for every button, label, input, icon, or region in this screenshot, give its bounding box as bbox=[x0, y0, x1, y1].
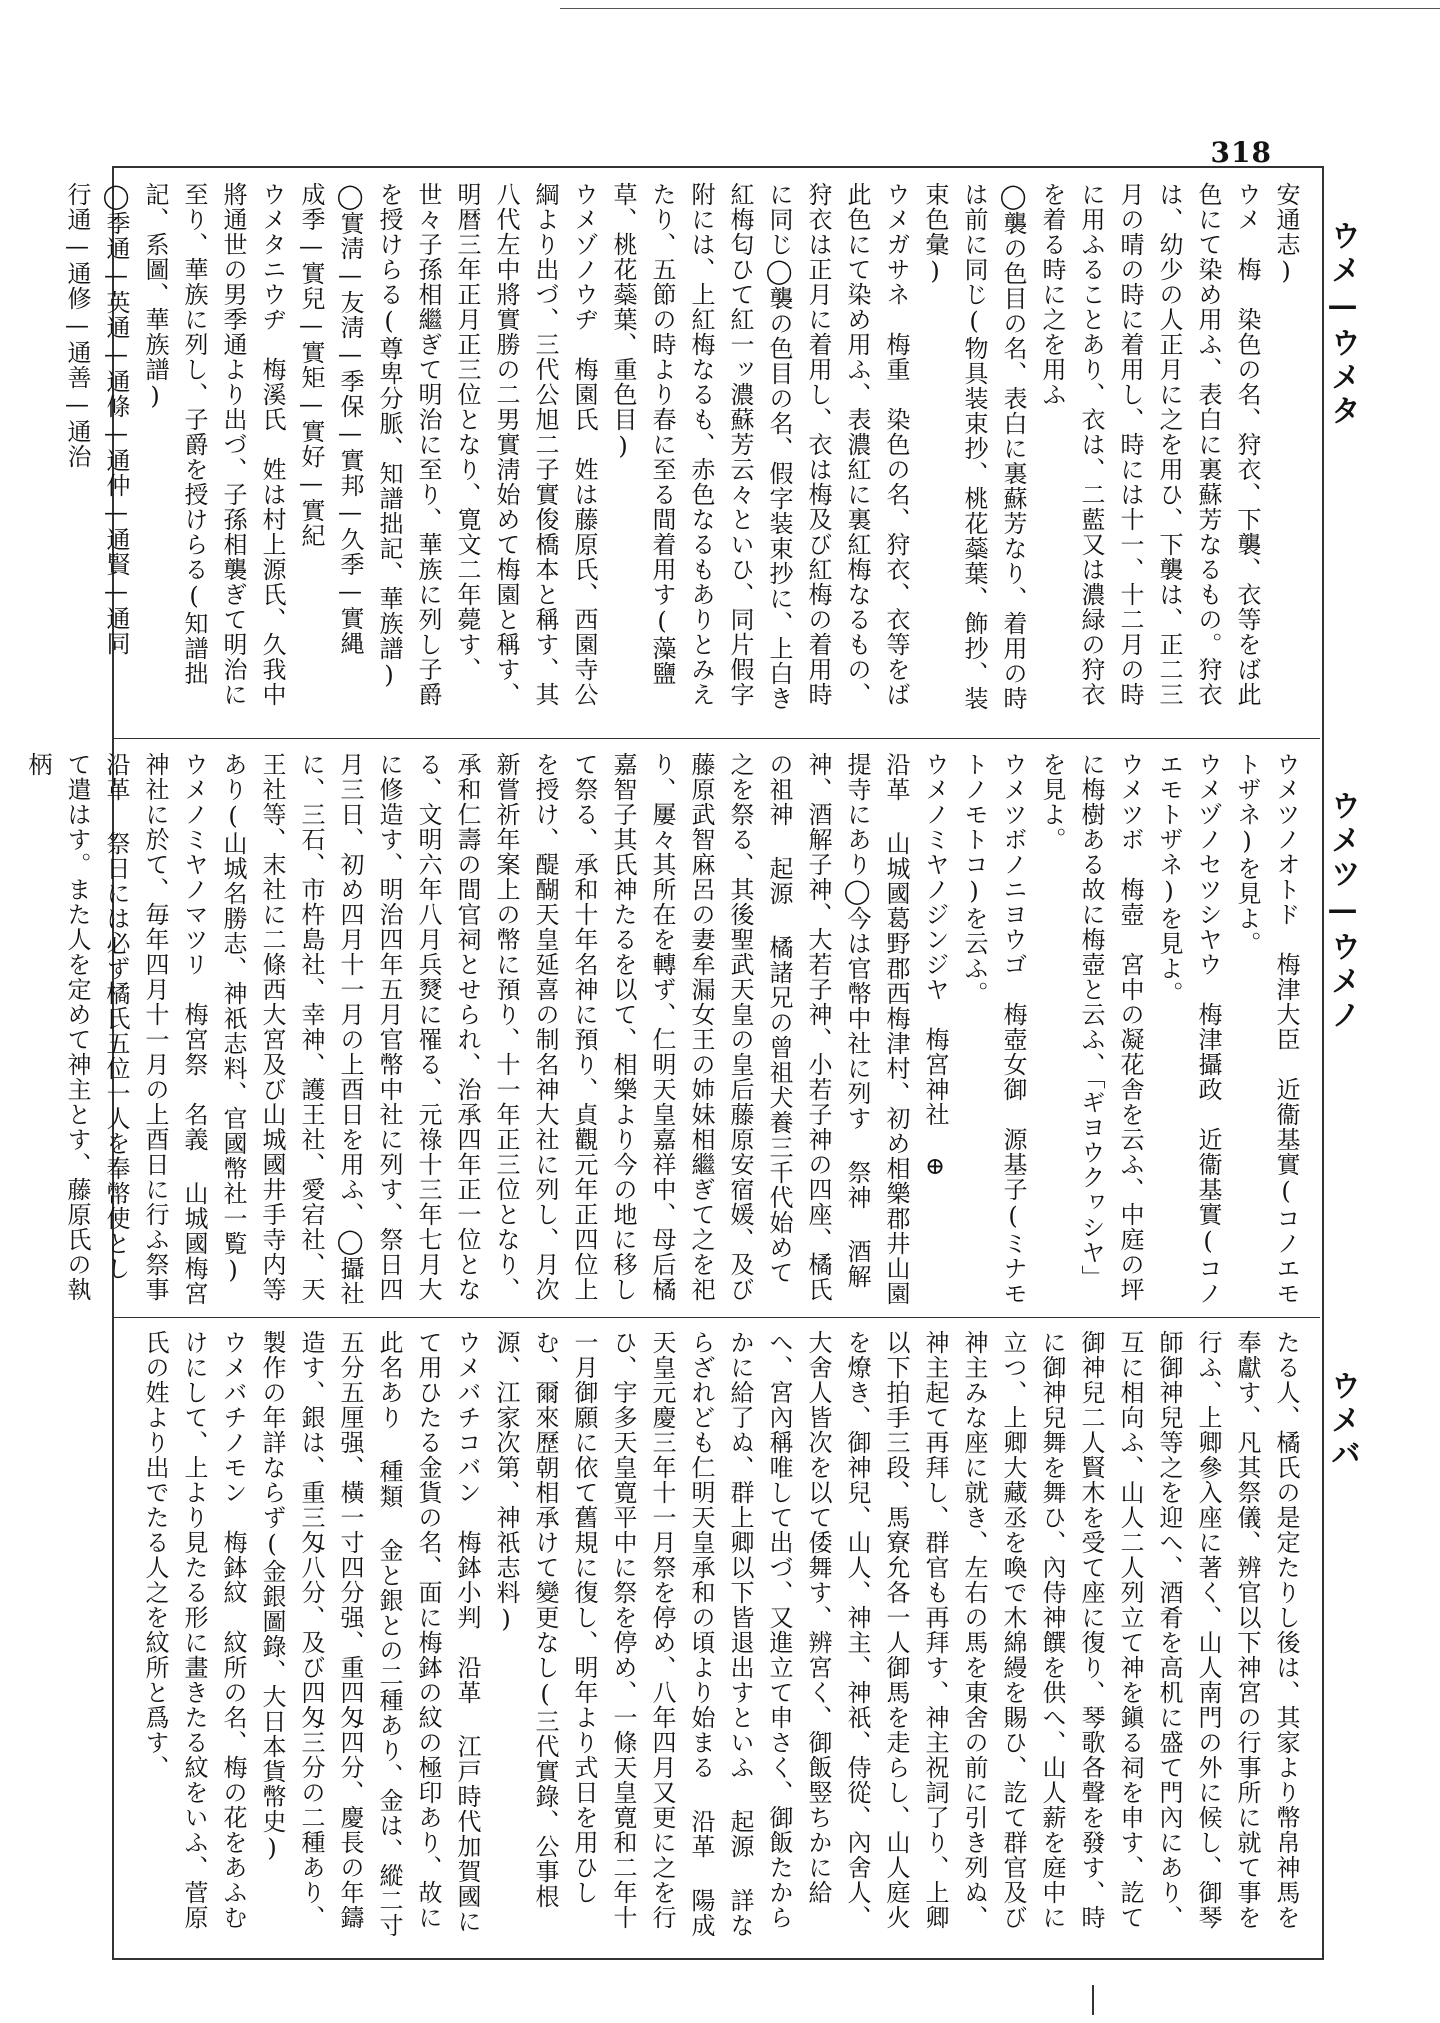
entry-top-0: 安通志) bbox=[1272, 182, 1300, 286]
entry-umenomiya-matsuri: ウメノミヤノマツリ 梅宮祭 名義 山城國梅宮神社に於て、毎年四月十一月の上酉日に行ふ祭事 沿革 祭日には必ず橘氏五位一人を奉幣使とし て遣はす。また人を定めて神主とす、藤原氏の執柄 bbox=[24, 752, 208, 1306]
genealogy-umetani-2: 行通—通修—通善—通治 bbox=[63, 182, 91, 469]
entry-umetsubo-no-nyougo: ウメツボノニヨウゴ 梅壺女御 源基子(ミナモトノモトコ)を云ふ。 bbox=[960, 752, 1027, 1306]
header-bottom: ウメバ bbox=[1325, 1370, 1360, 1472]
entry-umegasane: ウメガサネ 梅重 染色の名、狩衣、衣等をば此色にて染め用ふ、表濃紅に裏紅梅なるもの、狩衣は正月に着用し、衣は梅及び紅梅の着用時に同じ◯襲の色目の名、假字装束抄に、上白き紅梅匂ひて紅一ッ濃蘇芳云々といひ、同片假字附には、上紅梅なるも、赤色なるもありとみえたり、五節の時より春に至る間着用す(藻鹽草、桃花蘂葉、重色目) bbox=[609, 182, 910, 711]
entry-umenomiya-matsuri-cont: たる人、橘氏の是定たりし後は、其家より幣帛神馬を奉獻す、凡其祭儀、辨官以下神宮の行事所に就て事を行ふ、上卿參入座に著く、山人南門の外に候し、御琴師御神兒等之を迎へ、酒肴を高机に盛て門內にあり、互に相向ふ、山人二人列立て神を鎭る祠を申す、訖て御神兒二人賢木を受て座に復り、琴歌各聲を發す、時に御神兒舞を舞ひ、內侍神饌を供へ、山人薪を庭中に立つ、上卿大藏丞を喚で木綿縵を賜ひ、訖て群官及び神主みな座に就き、左右の馬を東舍の前に引き列ぬ、神主起て再拜し、群官も再拜す、神主祝詞了り、上卿以下拍手三段、馬寮允各一人御馬を走らし、山人庭火を燎き、御神兒、山人、神主、神祇、侍從、內舍人、大舍人皆次を以て倭舞す、辨宮く、御飯竪ちかに給へ、宮內稱唯して出づ、又進立て申さく、御飯たからかに給了ぬ、群上卿以下皆退出すといふ 起源 詳ならざれども仁明天皇承和の頃より始まる 沿革 陽成天皇元慶三年十一月祭を停め、八年四月又更に之を行ひ、宇多天皇寛平中に祭を停め、一條天皇寛和二年十一月御願に依て舊規に復し、明年より式日を用ひしむ、爾來歷朝相承けて變更なし(三代實錄、公事根源、江家次第、神祇志料) bbox=[492, 1330, 1300, 1938]
header-middle: ウメツ—ウメノ bbox=[1325, 790, 1360, 1033]
header-top: ウメ—ウメタ bbox=[1325, 220, 1360, 429]
genealogy-umezono-1: ◯實淸—友淸—季保—實邦—久季—實縄 bbox=[336, 182, 364, 656]
entry-umezu-no-sesshou: ウメヅノセツシヤウ 梅津攝政 近衞基實(コノエモトザネ)を見よ。 bbox=[1155, 752, 1222, 1306]
bottom-block bbox=[125, 1330, 1305, 1942]
section-divider-2 bbox=[112, 1317, 1320, 1318]
entry-umezono-uji: ウメゾノウヂ 梅園氏 姓は藤原氏、西園寺公綱より出づ、三代公旭二子實俊橋本と稱す、其八代左中將實勝の二男實淸始めて梅園と稱す、明暦三年正月正三位となり、寛文二年薨す、世々子孫相繼ぎて明治に至り、華族に列し子爵を授けらる(尊卑分脈、知譜拙記、華族譜) bbox=[375, 182, 598, 707]
entry-umetani-uji: ウメタニウヂ 梅溪氏 姓は村上源氏、久我中將通世の男季通より出づ、子孫相襲ぎて明治に至り、華族に列し、子爵を授けらる(知譜拙記、系圖、華族譜) bbox=[141, 182, 286, 707]
section-divider-1 bbox=[112, 738, 1320, 739]
genealogy-umezono-2: 成季—實兒—實矩—實好—實紀 bbox=[297, 182, 325, 548]
entry-umenomiya-jinja-body: 沿革 山城國葛野郡西梅津村、初め相樂郡井山園提寺にあり◯今は官幣中社に列す 祭神 酒解神、酒解子神、大若子神、小若子神の四座、橘氏の祖神 起源 橘諸兄の曾祖犬養三千代始めて之を祭る、其後聖武天皇の皇后藤原安宿媛、及び藤原武智麻呂の妻牟漏女王の姉妹相繼ぎて之を祀り、屢々其所在を轉ず、仁明天皇嘉祥中、母后橘嘉智子其氏神たるを以て、相樂より今の地に移して祭る、承和十年名神に預り、貞觀元年正四位上を授け、醍醐天皇延喜の制名神大社に列し、月次新嘗祈年案上の幣に預り、十一年正三位となり、承和仁壽の間官祠とせられ、治承四年正一位となる、文明六年八月兵燹に罹る、元祿十三年七月大に修造す、明治四年五月官幣中社に列す、祭日四月三日、初め四月十一月の上酉日を用ふ、◯攝社に、三石、市杵島社、幸神、護王社、愛宕社、天王社等、末社に二條西大宮及び山城國井手寺内等あり(山城名勝志、神祇志料、官國幣社一覧) bbox=[219, 752, 910, 1306]
entry-umebachi-koban: ウメバチコバン 梅鉢小判 沿革 江戸時代加賀國にて用ひたる金貨の名、面に梅鉢の紋の極印あり、故に此名あり 種類 金と銀との二種あり、金は、縱二寸五分五厘强、橫一寸四分强、重四匁四分、慶長の年鑄造す、銀は、重三匁八分、及び四匁三分の二種あり、製作の年詳ならず(金銀圖錄、大日本貨幣史) bbox=[258, 1330, 481, 1938]
top-rule bbox=[560, 8, 1440, 9]
entry-ume-kasane-iro: ◯襲の色目の名、表白に裏蘇芳なり、着用の時は前に同じ(物具装束抄、桃花蘂葉、飾抄、装束色彙) bbox=[921, 182, 1027, 711]
middle-block bbox=[24, 752, 1305, 1307]
bottom-tick-mark bbox=[1092, 1985, 1094, 2015]
page-number: 318 bbox=[1210, 136, 1272, 169]
genealogy-umetani-1: ◯季通—英通—通條—通仲—通賢—通同 bbox=[102, 182, 130, 656]
entry-umetsu-no-otodo: ウメツノオトド 梅津大臣 近衞基實(コノエモトザネ)を見よ。 bbox=[1233, 752, 1300, 1306]
entry-umebachi-no-mon: ウメバチノモン 梅鉢紋 紋所の名、梅の花をあふむけにして、上より見たる形に畫きたる紋をいふ、菅原氏の姓より出でたる人之を紋所と爲す、 bbox=[141, 1330, 247, 1930]
entry-ume: ウメ 梅 染色の名、狩衣、下襲、衣等をば此色にて染め用ふ、表白に裏蘇芳なるもの。狩衣は、幼少の人正月に之を用ひ、下襲は、正二三月の晴の時に着用し、時には十一、十二月の時に用ふることあり、衣は、二藍又は濃緑の狩衣を着る時に之を用ふ bbox=[1038, 182, 1261, 707]
entry-umenomiya-jinja-head: ウメノミヤノジンジヤ 梅宮神社 ⊕ bbox=[921, 752, 949, 1181]
entry-umetsubo: ウメツボ 梅壺 宮中の凝花舎を云ふ、中庭の坪に梅樹ある故に梅壺と云ふ、「ギヨウクヮシヤ」を見よ。 bbox=[1038, 752, 1144, 1302]
top-block bbox=[63, 182, 1305, 727]
